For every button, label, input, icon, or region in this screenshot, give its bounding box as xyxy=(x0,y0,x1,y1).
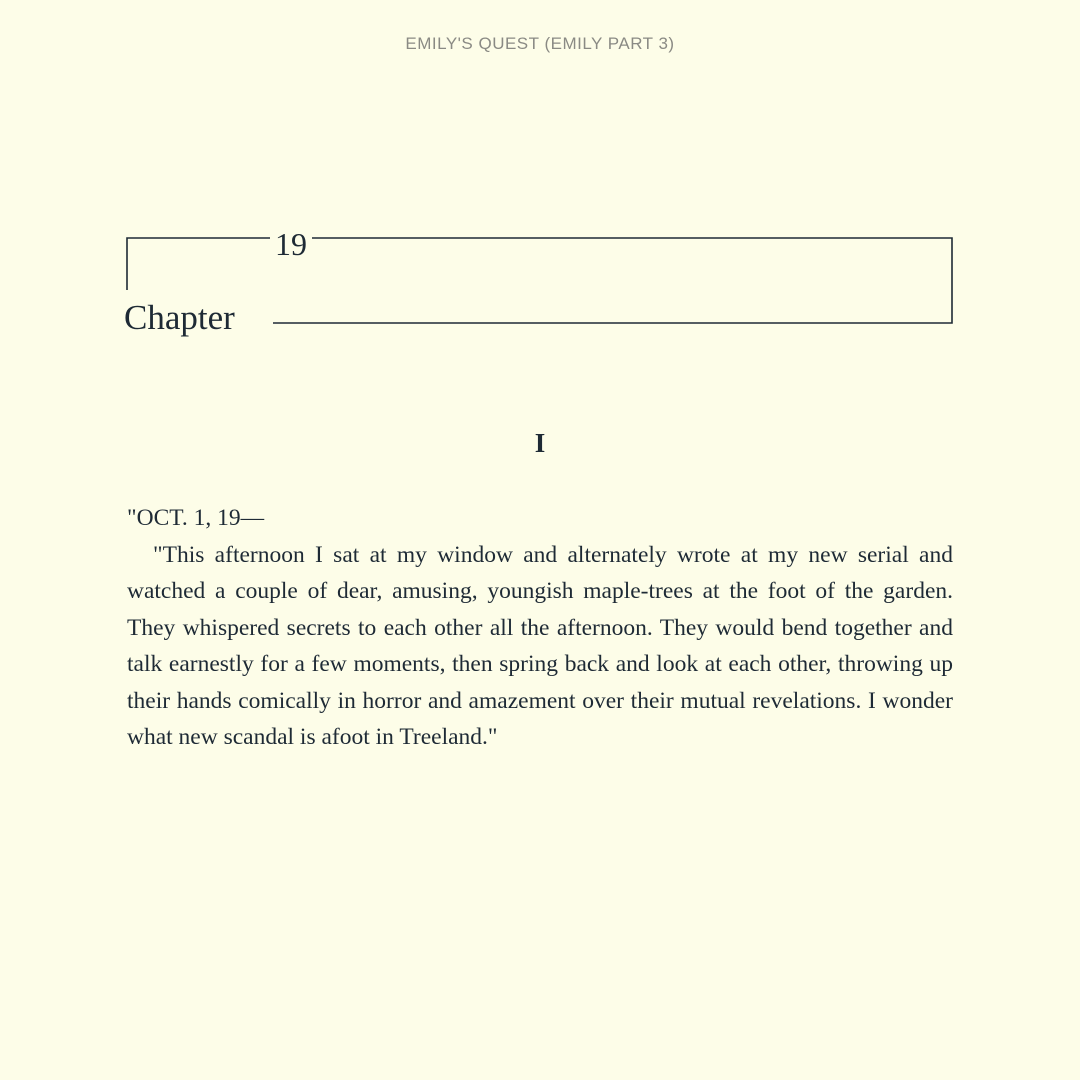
chapter-heading xyxy=(0,0,1080,400)
section-numeral: I xyxy=(534,428,546,458)
chapter-number: 19 xyxy=(275,226,307,262)
running-header-book-title: EMILY'S QUEST (EMILY PART 3) xyxy=(405,34,675,53)
chapter-frame-right-box xyxy=(273,238,952,323)
chapter-frame-lines xyxy=(0,0,1080,400)
paragraph: "This afternoon I sat at my window and alternately wrote at my new serial and watched a couple of dear, amusing, youngish maple-trees at the foot of the garden. They whispered secrets to each other all the afternoon. They would bend together and talk earnestly for a few moments, then spring back and look at each other, throwing up their hands comically in horror and amazement over their mutual revelations. I wonder what new scandal is afoot in Treeland." xyxy=(127,541,953,750)
chapter-label: Chapter xyxy=(124,298,235,337)
body-text xyxy=(127,500,953,756)
paragraph-dateline: "OCT. 1, 19— xyxy=(127,505,265,531)
chapter-frame-left-bracket xyxy=(127,238,270,290)
